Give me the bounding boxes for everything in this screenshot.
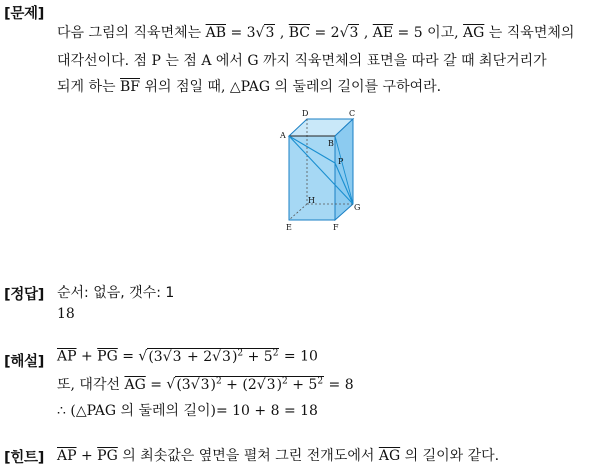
- radicand: 3: [172, 348, 182, 365]
- label-d: D: [302, 109, 309, 118]
- solution-text: 또, 대각선: [57, 377, 125, 393]
- radicand: 3: [200, 377, 210, 393]
- math-part: (3: [176, 377, 191, 393]
- sqrt-symbol: √3: [190, 377, 210, 393]
- segment-ae: $\overline{AE}$: [372, 25, 394, 41]
- segment-ag: $\overline{AG}$: [463, 25, 485, 41]
- problem-label: [문제]: [4, 6, 45, 22]
- radicand: [175, 376, 324, 393]
- operator: =: [145, 377, 167, 393]
- segment-pg: $\overline{PG}$: [97, 348, 118, 365]
- ab-value: = 3: [226, 25, 256, 41]
- ae-value: = 5 이고,: [393, 25, 464, 41]
- segment-ab: $\overline{AB}$: [205, 25, 226, 41]
- label-g: G: [354, 203, 361, 212]
- math-part: + 5: [243, 348, 273, 365]
- hint-line: [57, 445, 499, 465]
- problem-text: 다음 그림의 직육면체는: [57, 25, 206, 41]
- math-part: + 2: [182, 348, 213, 365]
- sqrt-symbol: √3: [162, 348, 182, 365]
- separator: ,: [275, 25, 289, 41]
- solution-line-2: [57, 374, 354, 394]
- segment-bc: $\overline{BC}$: [288, 25, 311, 41]
- operator: +: [76, 348, 98, 365]
- segment-ag: $\overline{AG}$: [124, 377, 146, 393]
- math-part: (3: [148, 348, 163, 365]
- label-a: A: [280, 131, 286, 140]
- separator: ,: [359, 25, 373, 41]
- answer-label: [정답]: [4, 287, 45, 303]
- operator: +: [76, 448, 98, 464]
- bc-value: = 2: [310, 25, 340, 41]
- solution-label: [해설]: [4, 354, 45, 370]
- label-f: F: [333, 223, 339, 232]
- sqrt-symbol: $√(3√3 + 2√3)^2 + 5^2$: [138, 348, 279, 365]
- math-part: + (2: [221, 377, 257, 393]
- cuboid-figure: [278, 106, 368, 234]
- problem-line-2: 대각선이다. 점 P 는 점 A 에서 G 까지 직육면체의 표면을 따라 갈 때 최단거리가: [57, 53, 547, 69]
- problem-line-3: [57, 76, 441, 96]
- solution-line-1: [57, 348, 318, 365]
- hint-text: 의 길이와 같다.: [400, 448, 500, 464]
- math-part: ): [210, 377, 216, 393]
- radicand: [147, 348, 279, 365]
- label-c: C: [349, 109, 356, 118]
- sqrt-symbol: √3: [212, 348, 231, 365]
- label-p: P: [338, 157, 344, 166]
- label-e: E: [286, 223, 292, 232]
- math-part: + 5: [287, 377, 318, 393]
- result: = 8: [324, 377, 354, 393]
- label-b: B: [328, 139, 334, 148]
- sqrt-symbol: √3: [256, 377, 276, 393]
- math-part: ): [276, 377, 283, 393]
- problem-line-1: [57, 22, 574, 42]
- segment-ap: $\overline{AP}$: [57, 348, 77, 365]
- label-h: H: [308, 196, 315, 205]
- radicand: 3: [265, 25, 275, 41]
- hint-text: 의 최솟값은 옆면을 펼쳐 그린 전개도에서: [117, 448, 379, 464]
- problem-text: 되게 하는: [57, 79, 120, 95]
- segment-ag: $\overline{AG}$: [378, 448, 401, 464]
- answer-order: 순서: 없음, 갯수: 1: [57, 285, 175, 301]
- answer-value: 18: [57, 306, 75, 322]
- result: = 10: [279, 348, 318, 365]
- sqrt-symbol: √3: [255, 25, 275, 41]
- segment-pg: $\overline{PG}$: [97, 448, 118, 464]
- sqrt-symbol: $√(3√3)^2 + (2√3)^2 + 5^2$: [166, 376, 324, 393]
- segment-ap: $\overline{AP}$: [57, 448, 77, 464]
- radicand: 3: [349, 25, 359, 41]
- problem-text: 위의 점일 때, △PAG 의 둘레의 길이를 구하여라.: [140, 79, 442, 95]
- exponent: 2: [272, 348, 279, 358]
- sqrt-symbol: √3: [339, 25, 359, 41]
- segment-bf: $\overline{BF}$: [120, 79, 141, 95]
- radicand: 3: [266, 377, 276, 393]
- exponent: 2: [237, 348, 244, 358]
- radicand: 3: [222, 348, 231, 365]
- problem-text: 는 직육면체의: [484, 25, 575, 41]
- exponent: 2: [317, 376, 324, 387]
- hint-label: [힌트]: [4, 450, 45, 466]
- math-part: ): [231, 348, 238, 365]
- operator: =: [117, 348, 139, 365]
- solution-line-3: ∴ (△PAG 의 둘레의 길이)= 10 + 8 = 18: [57, 403, 318, 419]
- exponent: 2: [282, 376, 288, 387]
- exponent: 2: [216, 376, 222, 387]
